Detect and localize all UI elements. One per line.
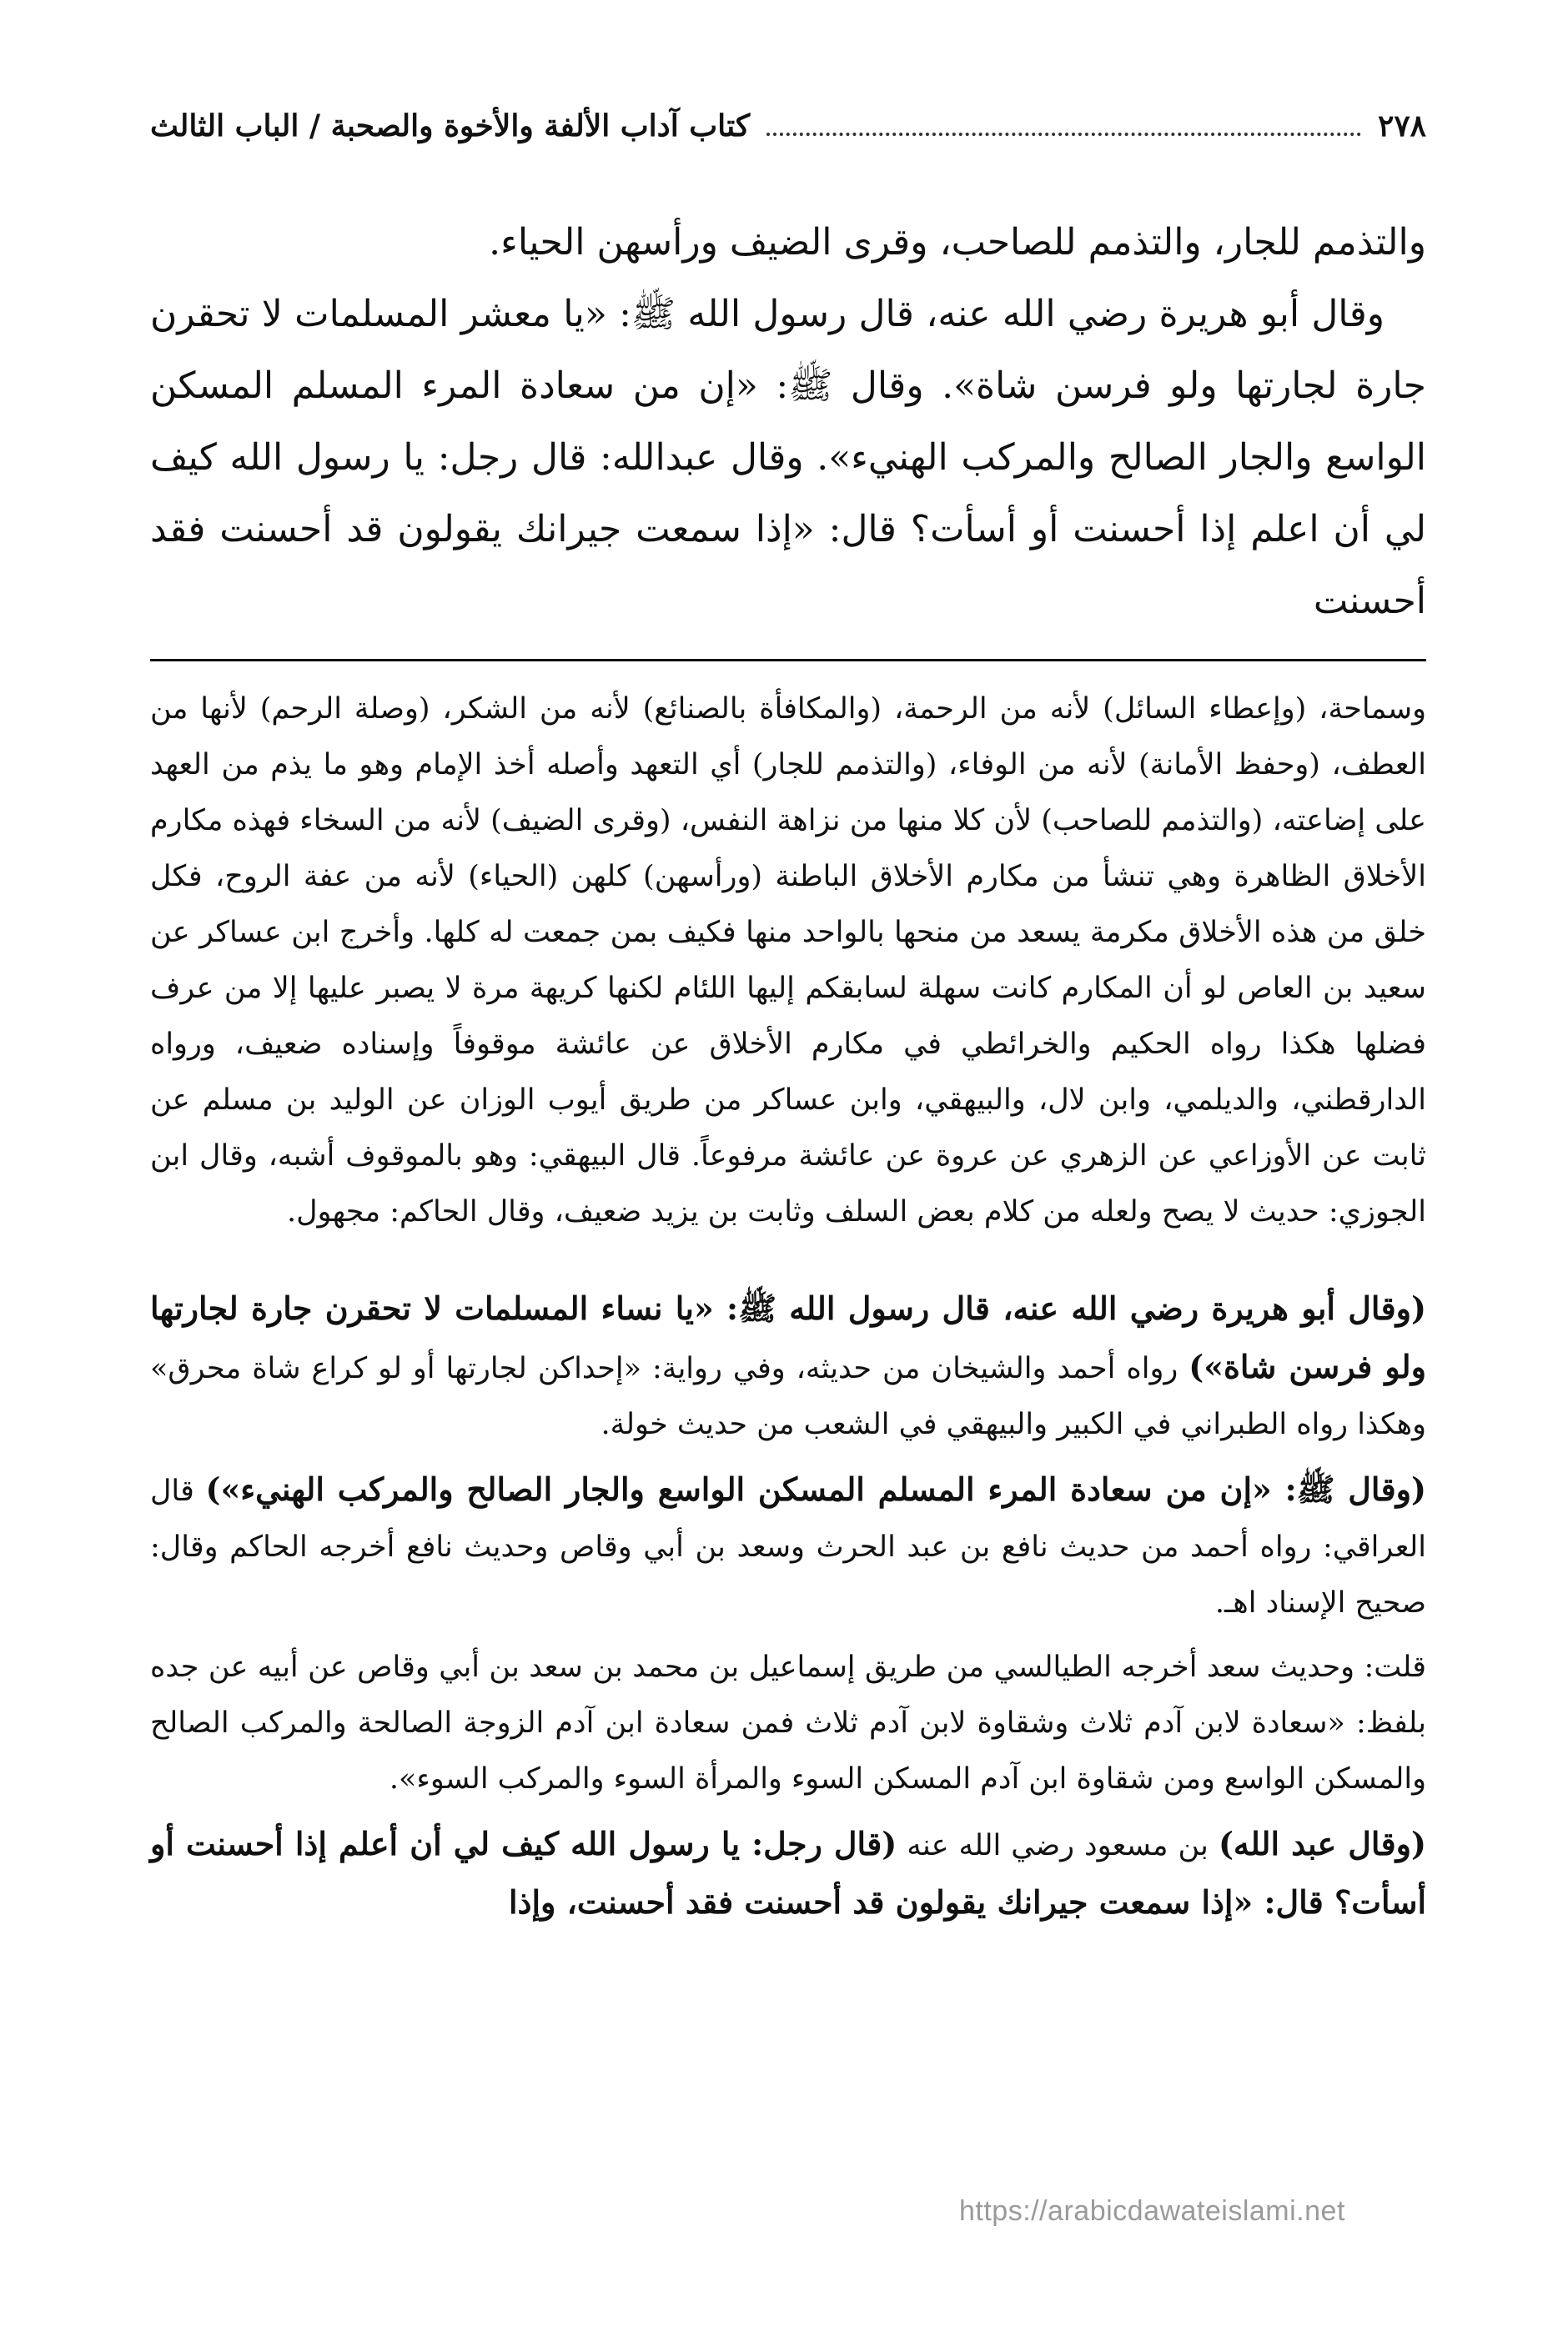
- main-paragraph-2: وقال أبو هريرة رضي الله عنه، قال رسول الله ﷺ: «يا معشر المسلمات لا تحقرن جارة لجارتها ولو فرسن شاة». وقال ﷺ: «إن من سعادة المرء المسلم المسكن الواسع والجار الصالح والمركب الهنيء». وقال عبدالله: قال رجل: يا رسول الله كيف لي أن اعلم إذا أحسنت أو أسأت؟ قال: «إذا سمعت جيرانك يقولون قد أحسنت فقد أحسنت: [150, 293, 1426, 622]
- commentary-entry-2: [150, 1461, 1426, 1631]
- entry-1-quote: (وقال أبو هريرة رضي الله عنه، قال رسول الله ﷺ: «يا نساء المسلمات لا تحقرن جارة لجارتها ولو فرسن شاة»): [150, 1289, 1426, 1385]
- entry-4-quote-a: (وقال عبد الله): [1218, 1825, 1426, 1862]
- header-dot-leader: [766, 133, 1361, 136]
- entry-1-text: رواه أحمد والشيخان من حديثه، وفي رواية: «إحداكن لجارتها أو لو كراع شاة محرق» وهكذا رواه الطبراني في الكبير والبيهقي في الشعب من حديث خولة.: [150, 1352, 1426, 1441]
- running-header: [150, 108, 1426, 167]
- main-paragraph-1: والتذمم للجار، والتذمم للصاحب، وقرى الضيف ورأسهن الحياء.: [489, 221, 1426, 264]
- commentary-paragraph-1: وسماحة، (وإعطاء السائل) لأنه من الرحمة، (والمكافأة بالصنائع) لأنه من الشكر، (وصلة الرحم) لأنها من العطف، (وحفظ الأمانة) لأنه من الوفاء، (والتذمم للجار) أي التعهد وأصله أخذ الإمام وهو ما يذم من العهد على إضاعته، (والتذمم للصاحب) لأن كلا منها من نزاهة النفس، (وقرى الضيف) لأنه من السخاء فهذه مكارم الأخلاق الظاهرة وهي تنشأ من مكارم الأخلاق الباطنة (ورأسهن) كلهن (الحياء) لأنه من عفة الروح، فكل خلق من هذه الأخلاق مكرمة يسعد من منحها بالواحد منها فكيف بمن جمعت له كلها. وأخرج ابن عساكر عن سعيد بن العاص لو أن المكارم كانت سهلة لسابقكم إليها اللئام لكنها كريهة مرة لا يصبر عليها إلا من عرف فضلها هكذا رواه الحكيم والخرائطي في مكارم الأخلاق عن عائشة موقوفاً وإسناده ضعيف، ورواه الدارقطني، والديلمي، وابن لال، والبيهقي، وابن عساكر من طريق أيوب الوزان عن الوليد بن مسلم عن ثابت عن الأوزاعي عن الزهري عن عروة عن عائشة مرفوعاً. قال البيهقي: وهو بالموقوف أشبه، وقال ابن الجوزي: حديث لا يصح ولعله من كلام بعض السلف وثابت بن يزيد ضعيف، وقال الحاكم: مجهول.: [150, 692, 1426, 1229]
- commentary-entry-4: [150, 1816, 1426, 1932]
- book-page: [150, 108, 1426, 1941]
- header-title: كتاب آداب الألفة والأخوة والصحبة / الباب الثالث: [150, 108, 751, 143]
- spacer: [150, 1240, 1426, 1280]
- main-text: [150, 207, 1426, 637]
- commentary-entry-3: [150, 1640, 1426, 1807]
- footnote-divider: [150, 659, 1426, 661]
- page-number: ٢٧٨: [1377, 108, 1426, 143]
- entry-4-quote-b: (قال رجل: يا رسول الله كيف لي أن أعلم إذا أحسنت أو أسأت؟ قال: «إذا سمعت جيرانك يقولون قد أحسنت فقد أحسنت، وإذا: [150, 1825, 1426, 1921]
- watermark-url: https://arabicdawateislami.net: [959, 2195, 1345, 2227]
- entry-2-text: قال العراقي: رواه أحمد من حديث نافع بن عبد الحرث وسعد بن أبي وقاص وحديث نافع أخرجه الحاكم وقال: صحيح الإسناد اهـ.: [150, 1475, 1426, 1620]
- commentary: [150, 681, 1426, 1932]
- commentary-entry-1: [150, 1280, 1426, 1453]
- entry-4-text: بن مسعود رضي الله عنه: [907, 1829, 1209, 1862]
- entry-3-text: قلت: وحديث سعد أخرجه الطيالسي من طريق إسماعيل بن محمد بن سعد بن أبي وقاص عن أبيه عن جده بلفظ: «سعادة لابن آدم ثلاث وشقاوة لابن آدم ثلاث فمن سعادة ابن آدم الزوجة الصالحة والمركب الصالح والمسكن الواسع ومن شقاوة ابن آدم المسكن السوء والمرأة السوء والمركب السوء».: [150, 1651, 1426, 1796]
- entry-2-quote: (وقال ﷺ: «إن من سعادة المرء المسلم المسكن الواسع والجار الصالح والمركب الهنيء»): [205, 1470, 1426, 1508]
